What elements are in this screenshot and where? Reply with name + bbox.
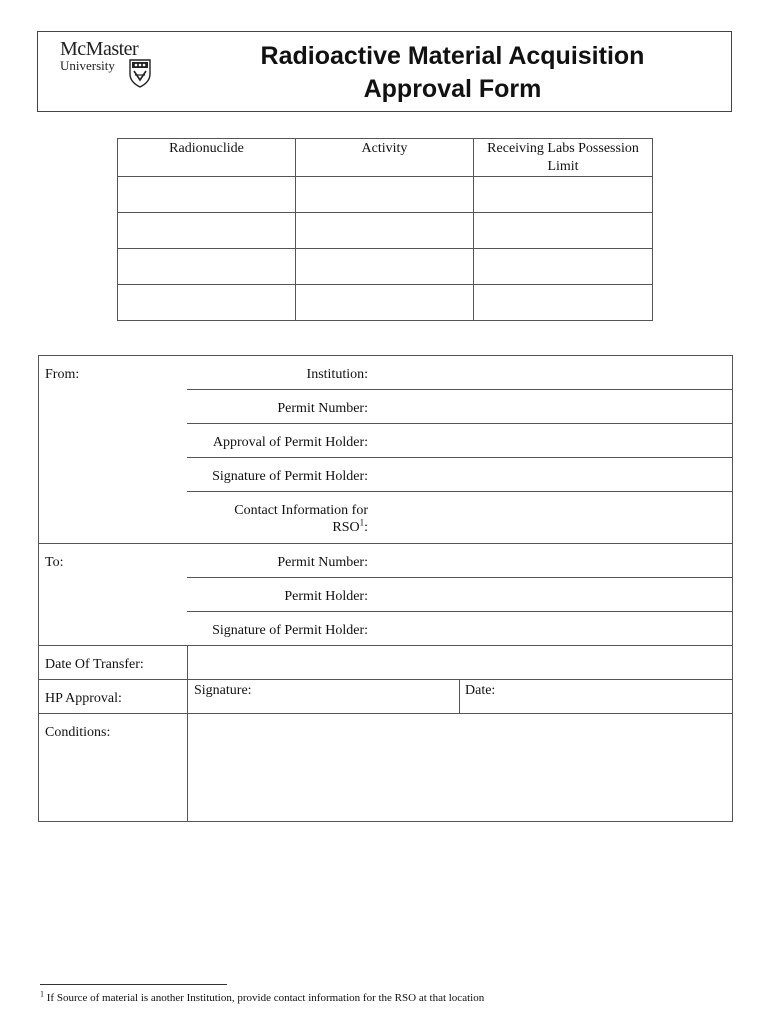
from-permit-number-field[interactable]	[372, 391, 730, 422]
hp-signature-field[interactable]	[189, 681, 458, 712]
logo-subword: University	[60, 58, 115, 73]
column-divider	[187, 645, 188, 822]
section-divider	[38, 543, 732, 544]
hp-signature-label: Signature:	[194, 683, 252, 698]
table-cell[interactable]	[118, 177, 296, 213]
conditions-field[interactable]	[189, 715, 730, 820]
table-cell[interactable]	[296, 249, 474, 285]
column-header-radionuclide: Radionuclide	[118, 139, 296, 177]
approval-label: Approval of Permit Holder:	[212, 435, 368, 450]
crest-icon	[128, 58, 152, 88]
from-signature-label: Signature of Permit Holder:	[212, 469, 368, 484]
from-permit-number-label: Permit Number:	[277, 401, 368, 416]
table-cell[interactable]	[474, 177, 653, 213]
page-title	[200, 40, 705, 106]
date-of-transfer-label: Date Of Transfer:	[45, 657, 144, 672]
table-cell[interactable]	[296, 285, 474, 321]
contact-rso-line2: RSO	[332, 520, 360, 535]
row-divider	[187, 577, 732, 578]
from-label: From:	[45, 367, 80, 382]
column-header-possession-limit: Receiving Labs Possession Limit	[474, 139, 653, 177]
footnote-marker: 1	[359, 517, 365, 528]
table-cell[interactable]	[296, 177, 474, 213]
approval-field[interactable]	[372, 425, 730, 456]
section-divider	[38, 679, 732, 680]
to-signature-label: Signature of Permit Holder:	[212, 623, 368, 638]
table-cell[interactable]	[118, 249, 296, 285]
contact-rso-colon: :	[364, 520, 368, 535]
radionuclide-table	[117, 138, 653, 321]
title-line-1: Radioactive Material Acquisition	[260, 42, 645, 70]
table-cell[interactable]	[118, 285, 296, 321]
section-divider	[38, 645, 732, 646]
footnote-rule	[40, 984, 227, 985]
contact-rso-line1: Contact Information for	[234, 503, 368, 518]
date-of-transfer-field[interactable]	[189, 647, 730, 678]
to-permit-number-field[interactable]	[372, 545, 730, 576]
table-row	[118, 177, 653, 213]
permit-holder-field[interactable]	[372, 579, 730, 610]
institution-label: Institution:	[306, 367, 368, 382]
table-cell[interactable]	[474, 285, 653, 321]
column-header-activity: Activity	[296, 139, 474, 177]
table-cell[interactable]	[474, 213, 653, 249]
from-signature-field[interactable]	[372, 459, 730, 490]
footnote-number: 1	[40, 989, 44, 999]
row-divider	[187, 457, 732, 458]
table-cell[interactable]	[118, 213, 296, 249]
contact-rso-field[interactable]	[372, 493, 730, 541]
table-cell[interactable]	[474, 249, 653, 285]
logo-wordmark: McMaster	[60, 38, 139, 60]
section-divider	[38, 713, 732, 714]
table-cell[interactable]	[296, 213, 474, 249]
permit-holder-label: Permit Holder:	[284, 589, 368, 604]
footnote	[40, 989, 485, 1004]
hp-approval-label: HP Approval:	[45, 691, 122, 706]
title-line-2: Approval Form	[363, 75, 542, 103]
hp-date-field[interactable]	[461, 681, 730, 712]
row-divider	[187, 389, 732, 390]
to-signature-field[interactable]	[372, 613, 730, 644]
hp-date-label: Date:	[465, 683, 496, 698]
footnote-text: If Source of material is another Institution, provide contact information for the RSO at that location	[46, 992, 485, 1004]
row-divider	[187, 423, 732, 424]
to-label: To:	[45, 555, 64, 570]
table-row	[118, 213, 653, 249]
row-divider	[187, 491, 732, 492]
table-row	[118, 249, 653, 285]
contact-rso-label	[190, 502, 368, 536]
table-header-row	[118, 139, 653, 177]
column-divider	[459, 679, 460, 714]
mcmaster-logo	[58, 38, 158, 92]
conditions-label: Conditions:	[45, 725, 111, 740]
to-permit-number-label: Permit Number:	[277, 555, 368, 570]
row-divider	[187, 611, 732, 612]
table-row	[118, 285, 653, 321]
institution-field[interactable]	[372, 357, 730, 388]
